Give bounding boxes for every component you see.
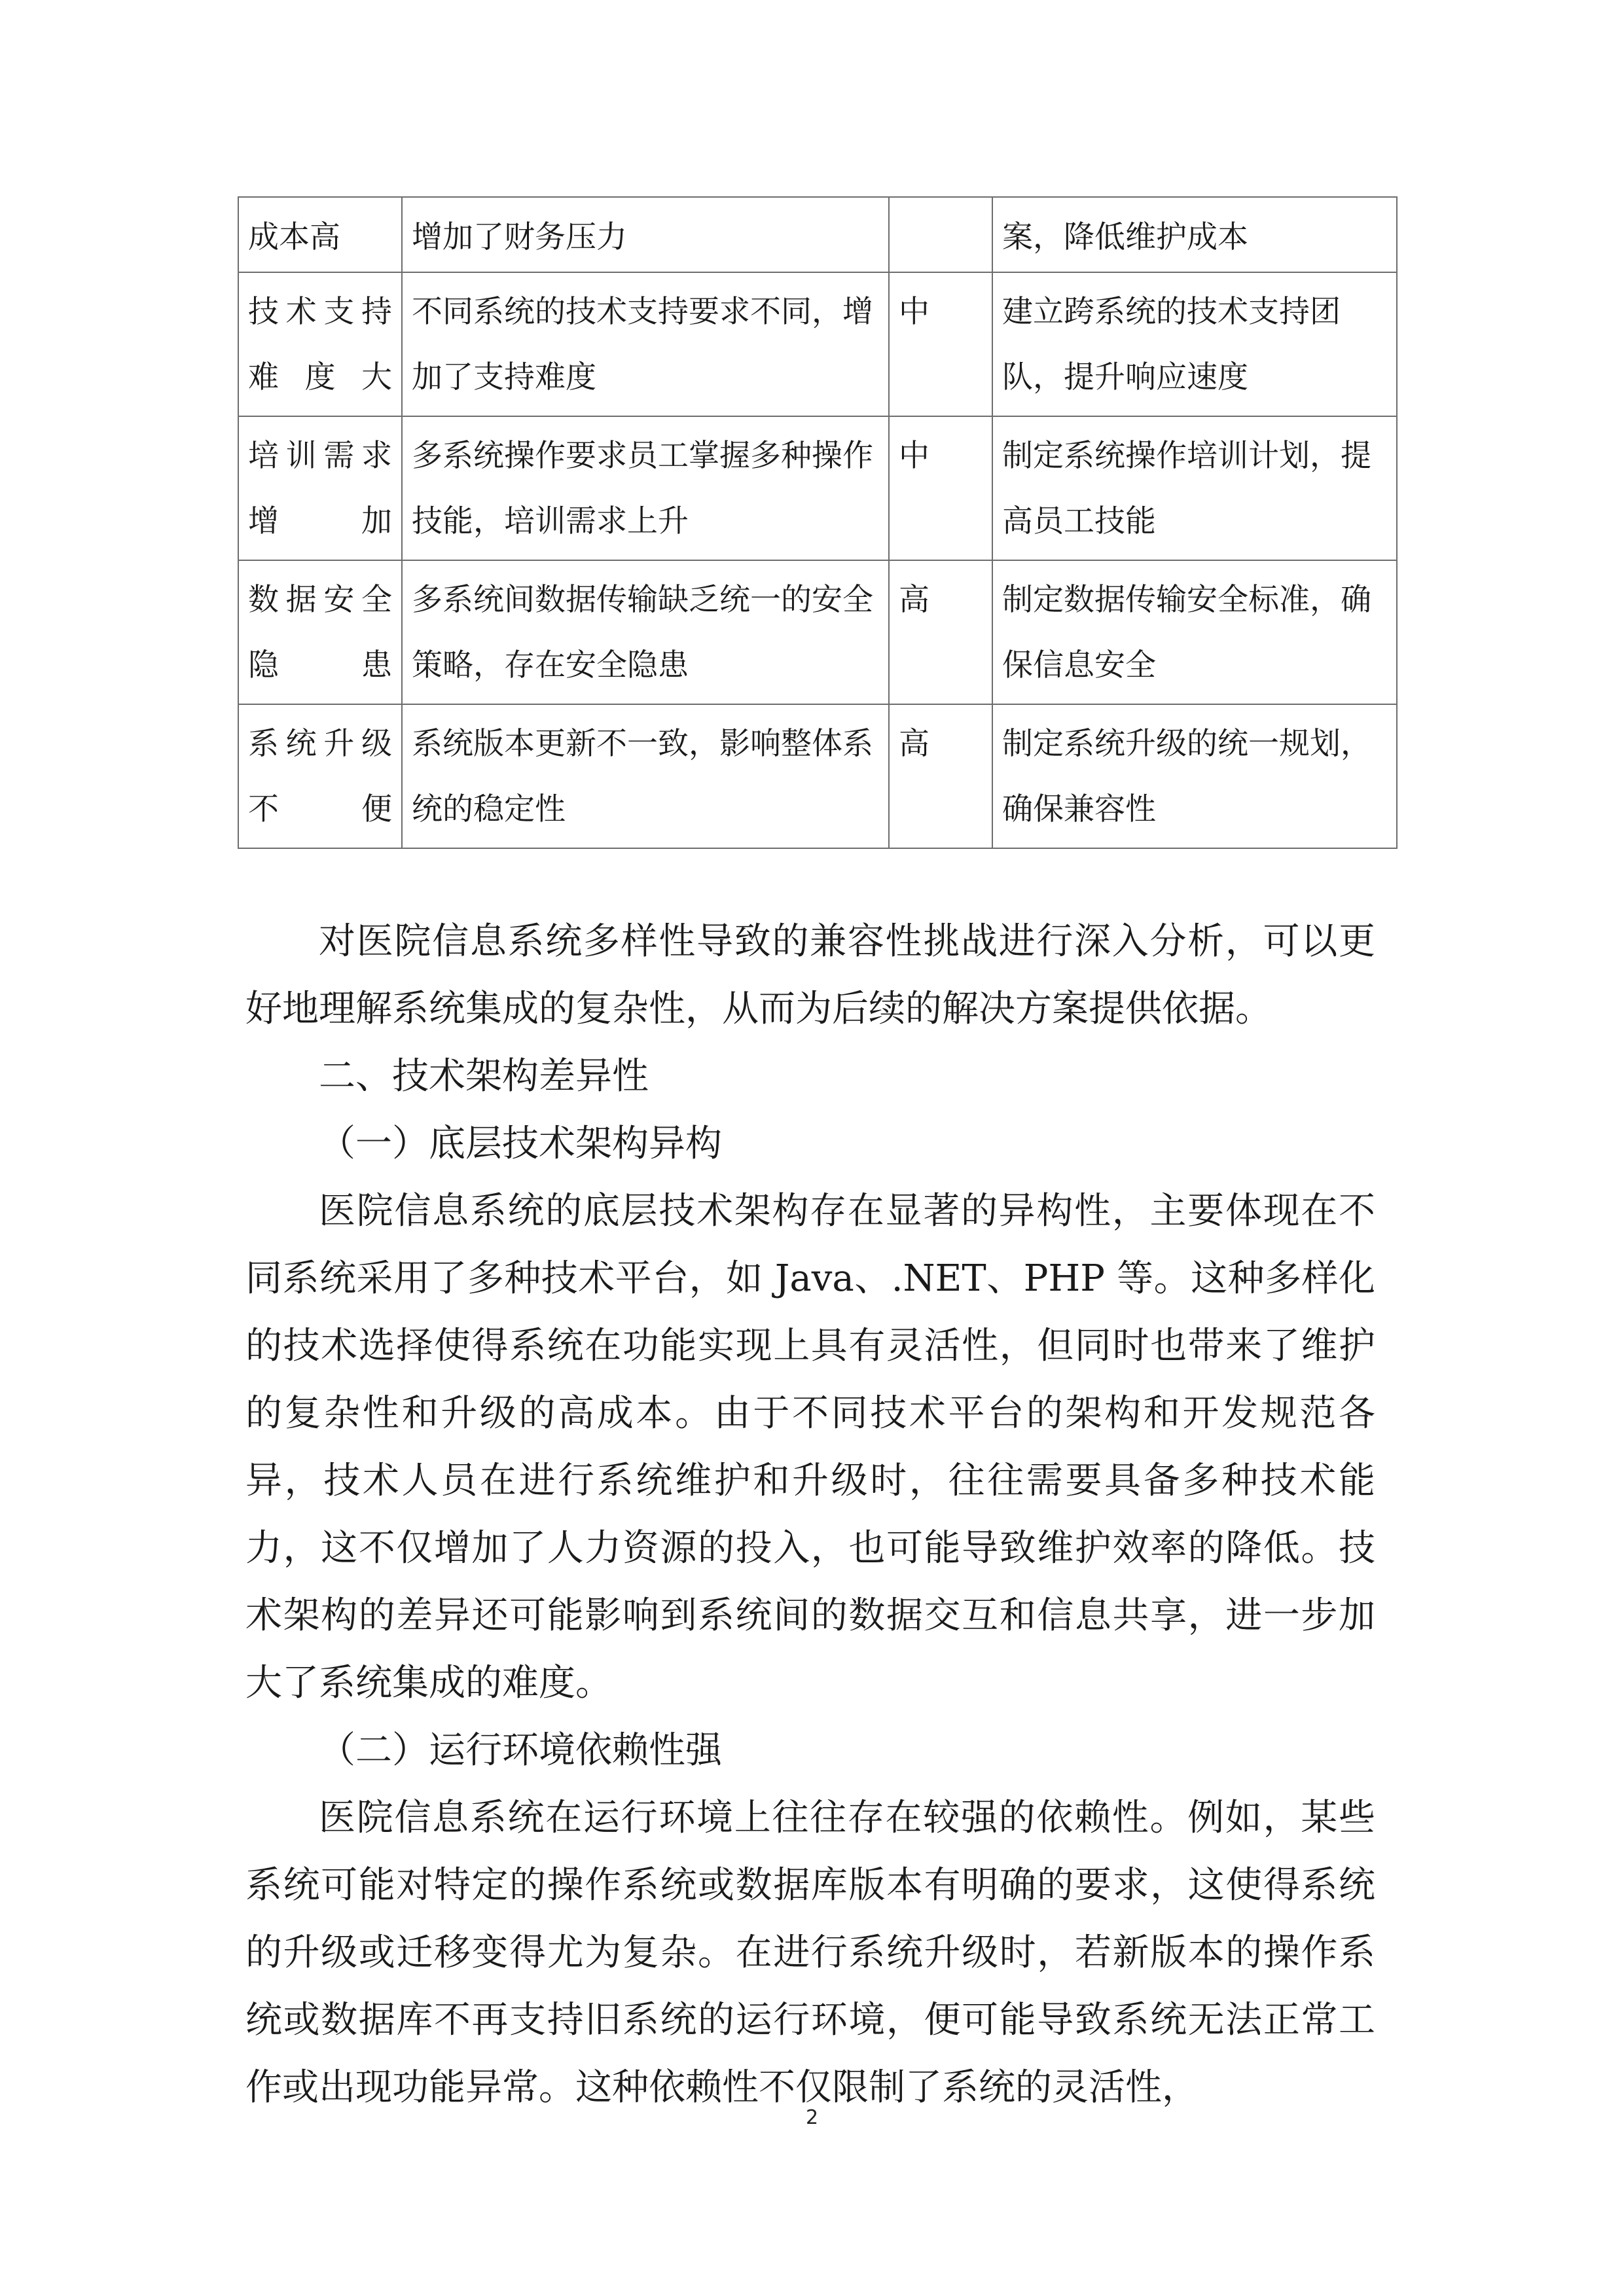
paragraph: 对医院信息系统多样性导致的兼容性挑战进行深入分析，可以更好地理解系统集成的复杂性，从而为后续的解决方案提供依据。 [245,920,1375,1030]
risk-cell: 技术支持难度大 [238,272,402,416]
page-number: 2 [805,2106,819,2129]
subsection-heading: （二）运行环境依赖性强 [319,1729,722,1772]
table-row [238,416,1397,560]
measure-cell: 制定系统操作培训计划，提高员工技能 [992,416,1397,560]
table-row [238,197,1397,272]
subsection-heading: （一）底层技术架构异构 [319,1122,722,1165]
table-row [238,704,1397,848]
level-cell: 高 [889,560,992,704]
body-text [245,908,1375,2121]
section-heading: 二、技术架构差异性 [319,1055,649,1098]
description-cell: 多系统操作要求员工掌握多种操作技能，培训需求上升 [402,416,889,560]
measure-cell: 制定数据传输安全标准，确保信息安全 [992,560,1397,704]
risk-cell: 培训需求增加 [238,416,402,560]
description-cell: 多系统间数据传输缺乏统一的安全策略，存在安全隐患 [402,560,889,704]
description-cell: 系统版本更新不一致，影响整体系统的稳定性 [402,704,889,848]
level-cell: 中 [889,416,992,560]
measure-cell: 案，降低维护成本 [992,197,1397,272]
description-cell: 不同系统的技术支持要求不同，增加了支持难度 [402,272,889,416]
measure-cell: 制定系统升级的统一规划，确保兼容性 [992,704,1397,848]
risk-cell: 系统升级不便 [238,704,402,848]
risk-cell: 数据安全隐患 [238,560,402,704]
description-cell: 增加了财务压力 [402,197,889,272]
level-cell: 中 [889,272,992,416]
table-row [238,272,1397,416]
measure-cell: 建立跨系统的技术支持团队，提升响应速度 [992,272,1397,416]
risk-table [238,196,1398,849]
level-cell [889,197,992,272]
table-row [238,560,1397,704]
level-cell: 高 [889,704,992,848]
paragraph: 医院信息系统的底层技术架构存在显著的异构性，主要体现在不同系统采用了多种技术平台，如 Java、.NET、PHP 等。这种多样化的技术选择使得系统在功能实现上具有灵活性，但同时也带来了维护的复杂性和升级的高成本。由于不同技术平台的架构和开发规范各异，技术人员在进行系统维护和升级时，往往需要具备多种技术能力，这不仅增加了人力资源的投入，也可能导致维护效率的降低。技术架构的差异还可能影响到系统间的数据交互和信息共享，进一步加大了系统集成的难度。 [245,1190,1375,1704]
paragraph: 医院信息系统在运行环境上往往存在较强的依赖性。例如，某些系统可能对特定的操作系统或数据库版本有明确的要求，这使得系统的升级或迁移变得尤为复杂。在进行系统升级时，若新版本的操作系统或数据库不再支持旧系统的运行环境，便可能导致系统无法正常工作或出现功能异常。这种依赖性不仅限制了系统的灵活性， [245,1797,1375,2109]
risk-cell: 成本高 [238,197,402,272]
